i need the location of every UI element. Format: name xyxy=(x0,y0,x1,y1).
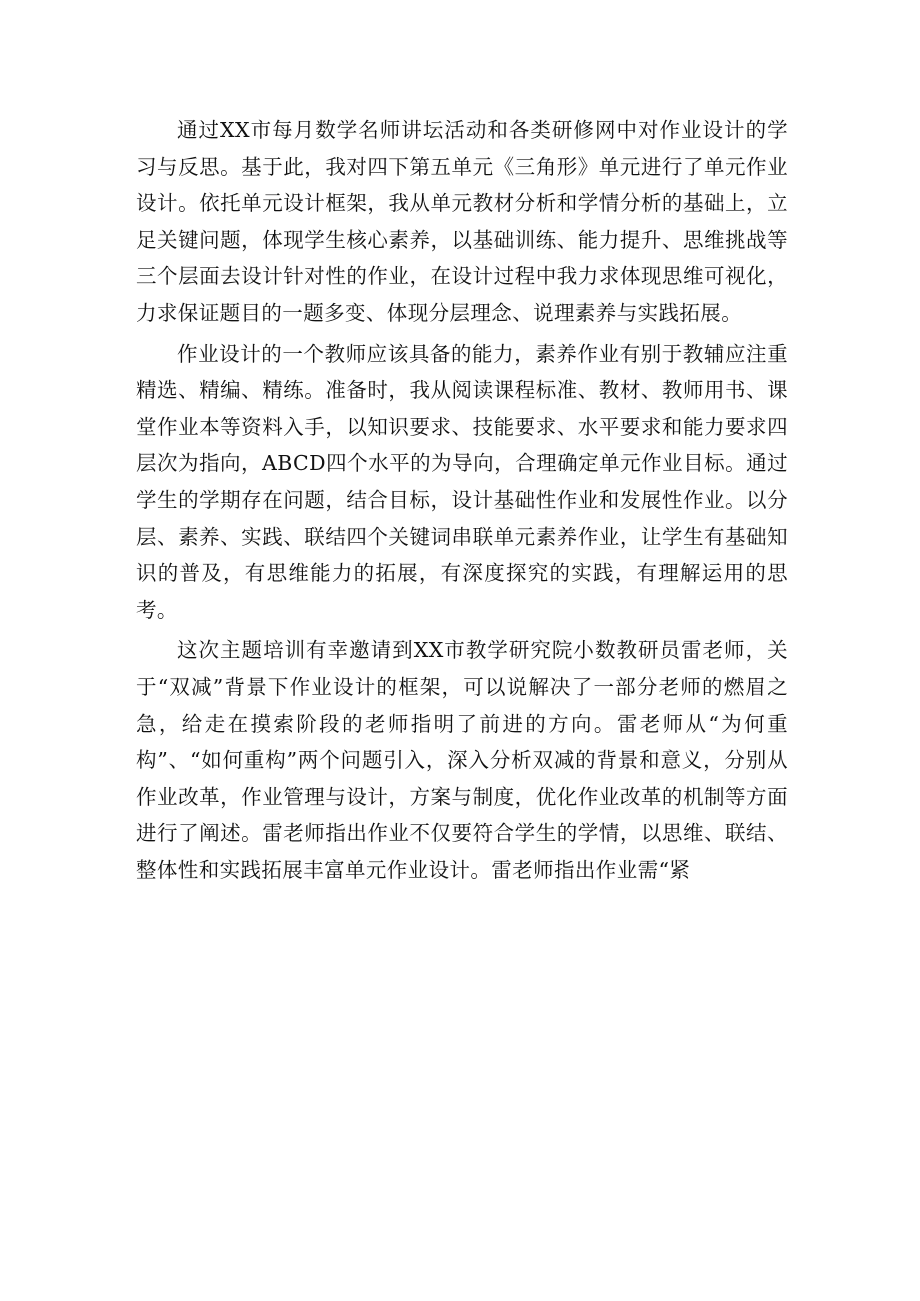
paragraph-3: 这次主题培训有幸邀请到XX市教学研究院小数教研员雷老师，关于“双减”背景下作业设计的框架，可以说解决了一部分老师的燃眉之急，给走在摸索阶段的老师指明了前进的方向。雷老师从“为何重构”、“如何重构”两个问题引入，深入分析双减的背景和意义，分别从作业改革，作业管理与设计，方案与制度，优化作业改革的机制等方面进行了阐述。雷老师指出作业不仅要符合学生的学情，以思维、联结、整体性和实践拓展丰富单元作业设计。雷老师指出作业需“紧 xyxy=(136,638,788,882)
paragraph-1: 通过XX市每月数学名师讲坛活动和各类研修网中对作业设计的学习与反思。基于此，我对四下第五单元《三角形》单元进行了单元作业设计。依托单元设计框架，我从单元教材分析和学情分析的基础上，立足关键问题，体现学生核心素养，以基础训练、能力提升、思维挑战等三个层面去设计针对性的作业，在设计过程中我力求体现思维可视化，力求保证题目的一题多变、体现分层理念、说理素养与实践拓展。 xyxy=(136,118,788,325)
paragraph-2: 作业设计的一个教师应该具备的能力，素养作业有别于教辅应注重精选、精编、精练。准备时，我从阅读课程标准、教材、教师用书、课堂作业本等资料入手，以知识要求、技能要求、水平要求和能力要求四层次为指向，ABCD四个水平的为导向，合理确定单元作业目标。通过学生的学期存在问题，结合目标，设计基础性作业和发展性作业。以分层、素养、实践、联结四个关键词串联单元素养作业，让学生有基础知识的普及，有思维能力的拓展，有深度探究的实践，有理解运用的思考。 xyxy=(136,341,788,622)
document-body xyxy=(136,112,788,892)
